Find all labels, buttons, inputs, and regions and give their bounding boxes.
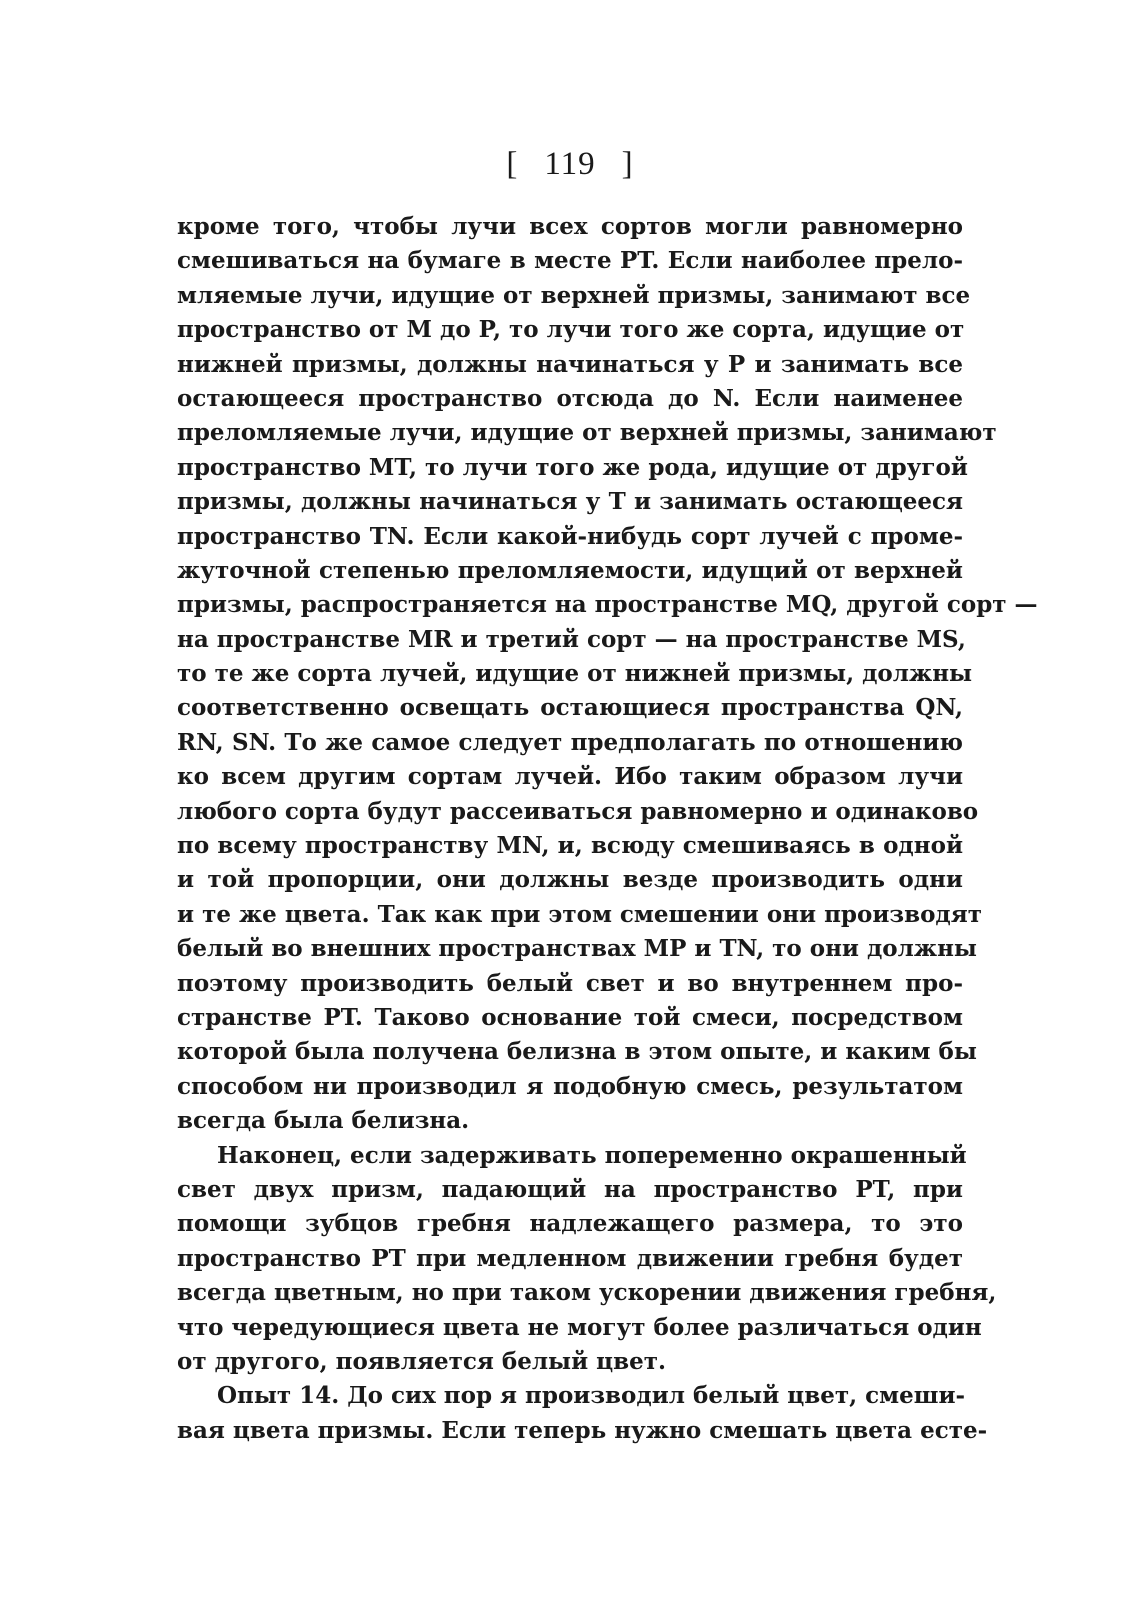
page-number: 119	[544, 146, 596, 182]
text-line: поэтому производить белый свет и во внутреннем про-	[177, 969, 963, 997]
text-line: на пространстве MR и третий сорт — на пространстве MS,	[177, 625, 966, 653]
text-line: жуточной степенью преломляемости, идущий от верхней	[177, 556, 963, 584]
close-bracket: ]	[621, 146, 634, 182]
text-line: помощи зубцов гребня надлежащего размера, то это	[177, 1210, 963, 1238]
text-line: всегда цветным, но при таком ускорении движения гребня,	[177, 1279, 997, 1307]
text-line: призмы, распространяется на пространстве MQ, другой сорт —	[177, 591, 1038, 619]
text-line: ко всем другим сортам лучей. Ибо таким образом лучи	[177, 763, 963, 791]
text-line: от другого, появляется белый цвет.	[177, 1347, 667, 1375]
text-line: пространство MT, то лучи того же рода, идущие от другой	[177, 453, 968, 481]
text-line: странстве PT. Таково основание той смеси, посредством	[177, 1003, 963, 1031]
text-line: что чередующиеся цвета не могут более различаться один	[177, 1313, 982, 1341]
open-bracket: [	[506, 146, 519, 182]
text-line: кроме того, чтобы лучи всех сортов могли равномерно	[177, 213, 963, 240]
text-line: по всему пространству MN, и, всюду смешиваясь в одной	[177, 832, 963, 860]
text-line: белый во внешних пространствах MP и TN, то они должны	[177, 935, 977, 963]
page-header	[0, 146, 1140, 183]
text-line: способом ни производил я подобную смесь, результатом	[177, 1072, 963, 1100]
page-body-text	[177, 210, 1038, 1448]
text-line: вая цвета призмы. Если теперь нужно смешать цвета есте-	[177, 1416, 988, 1444]
text-line: то те же сорта лучей, идущие от нижней призмы, должны	[177, 660, 973, 688]
text-line: преломляемые лучи, идущие от верхней призмы, занимают	[177, 419, 997, 447]
text-line: пространство от M до P, то лучи того же сорта, идущие от	[177, 316, 965, 344]
text-line: RN, SN. То же самое следует предполагать по отношению	[177, 728, 963, 756]
text-line: любого сорта будут рассеиваться равномерно и одинаково	[177, 797, 979, 825]
text-line: Опыт 14. До сих пор я производил белый цвет, смеши-	[217, 1382, 966, 1410]
text-line: остающееся пространство отсюда до N. Если наименее	[177, 384, 963, 412]
text-line: и той пропорции, они должны везде производить одни	[177, 866, 963, 894]
text-line: призмы, должны начинаться у T и занимать остающееся	[177, 488, 963, 516]
text-line: соответственно освещать остающиеся пространства QN,	[177, 694, 963, 722]
text-line: свет двух призм, падающий на пространство PT, при	[177, 1175, 963, 1203]
text-line: пространство PT при медленном движении гребня будет	[177, 1244, 963, 1272]
text-line: которой была получена белизна в этом опыте, и каким бы	[177, 1038, 977, 1066]
text-line: смешиваться на бумаге в месте PT. Если наиболее прело-	[177, 247, 963, 275]
text-line: пространство TN. Если какой-нибудь сорт лучей с проме-	[177, 522, 963, 550]
text-line: мляемые лучи, идущие от верхней призмы, занимают все	[177, 281, 971, 309]
text-line: всегда была белизна.	[177, 1107, 470, 1135]
text-line: нижней призмы, должны начинаться у P и занимать все	[177, 350, 963, 378]
text-line: Наконец, если задерживать попеременно окрашенный	[217, 1141, 967, 1169]
text-line: и те же цвета. Так как при этом смешении они производят	[177, 900, 982, 928]
